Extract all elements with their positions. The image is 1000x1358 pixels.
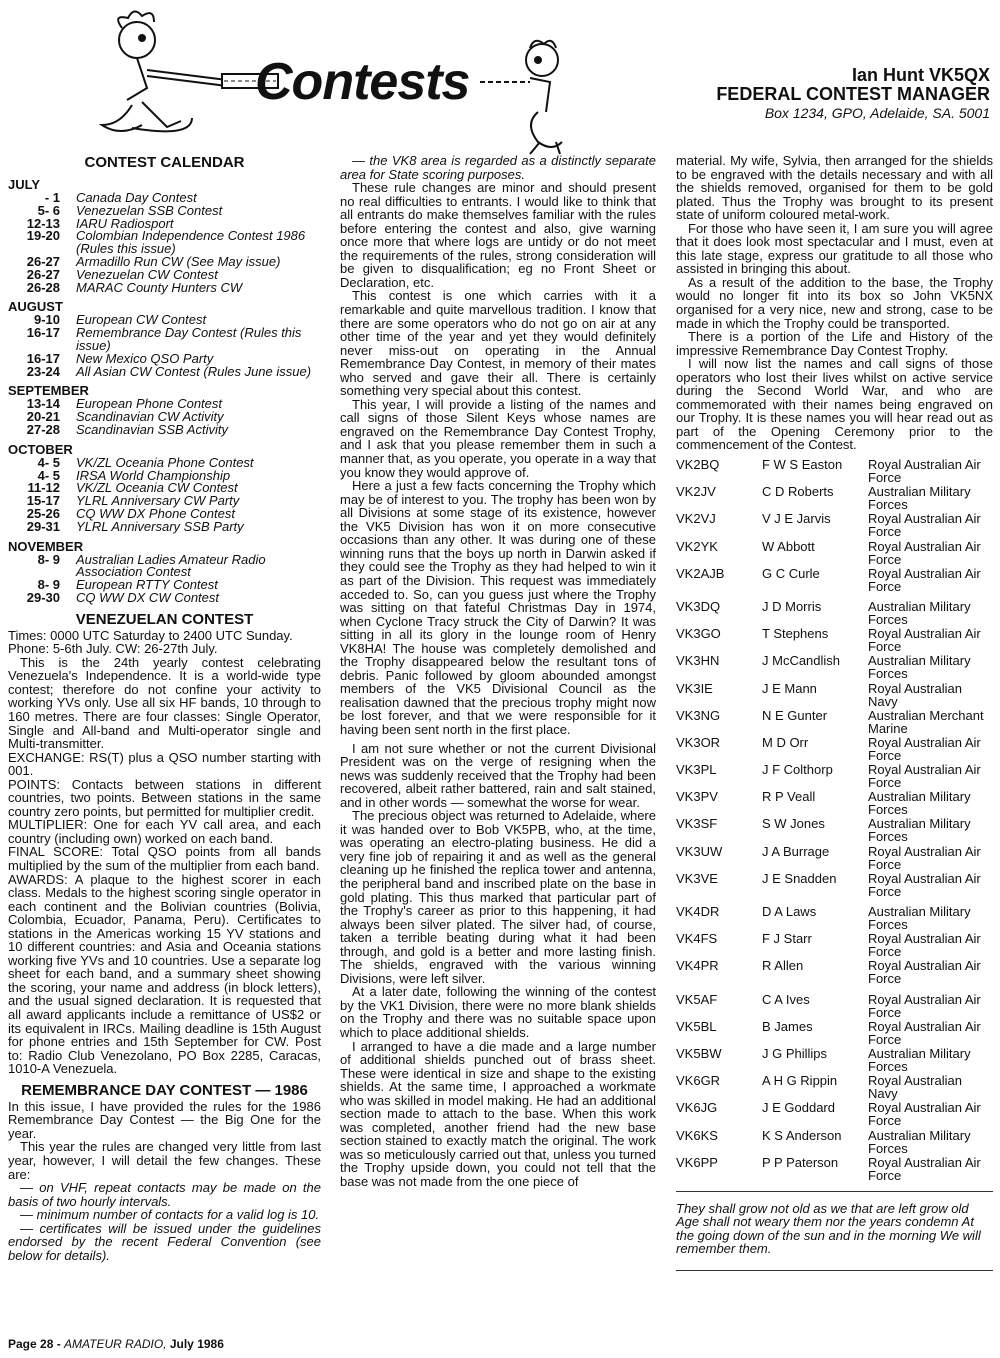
silent-key-name: N E Gunter	[762, 707, 828, 723]
calendar-date	[8, 551, 76, 580]
silent-key-row	[676, 654, 993, 681]
author-address: Box 1234, GPO, Adelaide, SA. 5001	[764, 105, 990, 121]
silent-key-name: F W S Easton	[762, 457, 843, 473]
silent-key-row	[676, 1074, 993, 1101]
silent-key-row	[676, 1129, 993, 1156]
silent-key-row	[676, 736, 993, 763]
silent-key-name: J D Morris	[762, 598, 822, 614]
calendar-date	[8, 363, 76, 379]
page-footer	[8, 1337, 224, 1351]
remembrance-poem: They shall grow not old as we that are left grow old Age shall not weary them nor the years condemn At the going down of the sun and in the morning We will remember them.	[676, 1200, 981, 1257]
silent-key-name: F J Starr	[762, 931, 812, 947]
silent-key-service: Australian Military Forces	[868, 904, 971, 933]
silent-key-callsign: VK2AJB	[676, 565, 725, 581]
calendar-contest-name: MARAC County Hunters CW	[76, 279, 243, 295]
calendar-contest-name: IARU Radiosport	[76, 215, 174, 231]
change-item: — on VHF, repeat contacts may be made on the basis of two hourly intervals.	[8, 1180, 321, 1209]
silent-key-name: M D Orr	[762, 734, 809, 750]
venezuelan-paragraph: Phone: 5-6th July. CW: 26-27th July.	[8, 641, 218, 657]
silent-key-row	[676, 512, 993, 539]
column-1	[8, 154, 321, 1262]
silent-key-service: Royal Australian Navy	[868, 1073, 962, 1102]
silent-key-callsign: VK3PL	[676, 762, 717, 778]
calendar-date-text: - 1	[44, 190, 60, 205]
calendar-contest-name: Australian Ladies Amateur Radio Association Contest	[76, 551, 266, 580]
calendar-date-text: 29-30	[26, 589, 60, 605]
change-item: — the VK8 area is regarded as a distinctly separate area for State scoring purposes.	[340, 153, 656, 182]
silent-key-row	[676, 993, 993, 1020]
footer-date: July 1986	[169, 1337, 224, 1351]
body-paragraph: This year, I will provide a listing of the names and call signs of those Silent Keys whose names are engraved on the Remembrance Day Contest Trophy, and I ask that you please remember them in such a manner that, as you operate, you operate in a way that you know they would approve of.	[340, 396, 656, 480]
footer-page: Page 28 -	[8, 1337, 61, 1351]
body-paragraph: As a result of the addition to the base, the Trophy would no longer fit into its box so John VK5NX organised for a very nice, new and strong, case to be made in which the Trophy could be transported.	[676, 274, 993, 331]
silent-key-service: Royal Australian Navy	[868, 680, 962, 709]
silent-key-service: Royal Australian Air Force	[868, 958, 981, 987]
calendar-contest-name: YLRL Anniversary CW Party	[76, 493, 240, 509]
tug-of-war-cartoon-left	[92, 10, 282, 145]
silent-key-service: Australian Military Forces	[868, 789, 971, 818]
silent-key-service: Royal Australian Air Force	[868, 457, 981, 486]
remembrance-intro: In this issue, I have provided the rules for the 1986 Remembrance Day Contest — the Big One for the year.	[8, 1098, 321, 1141]
calendar-entry	[8, 327, 321, 353]
calendar-contest-name: New Mexico QSO Party	[76, 350, 214, 366]
silent-key-callsign: VK6GR	[676, 1073, 721, 1089]
calendar-date-text: 26-27	[26, 253, 60, 269]
venezuelan-paragraph: Times: 0000 UTC Saturday to 2400 UTC Sunday.	[8, 627, 293, 643]
venezuelan-paragraph: POINTS: Contacts between stations in different countries, two points. Between stations in the same country zero points, but permitted for multiplier credit.	[8, 776, 321, 819]
silent-key-callsign: VK4PR	[676, 958, 719, 974]
silent-key-name: S W Jones	[762, 816, 825, 832]
venezuelan-paragraph: This is the 24th yearly contest celebrating Venezuela's Independence. It is a world-wide type contest; therefore do not confine your activity to working YVs only. Use all six HF bands, 10 through to 160 metres. There are four classes: Single Operator, Single and All-band and Multi-operator single and Multi-transmitter.	[8, 654, 321, 752]
calendar-title: CONTEST CALENDAR	[84, 154, 245, 171]
silent-key-callsign: VK3VE	[676, 870, 718, 886]
calendar-date-text: 23-24	[26, 363, 60, 379]
silent-key-name: R P Veall	[762, 789, 816, 805]
author-block	[716, 66, 990, 123]
silent-key-callsign: VK5AF	[676, 991, 718, 1007]
silent-key-row	[676, 600, 993, 627]
calendar-entry	[8, 421, 321, 437]
calendar-contest-name: Venezuelan SSB Contest	[76, 202, 223, 218]
page-title: Contests	[255, 53, 470, 111]
calendar-contest-name: European CW Contest	[76, 312, 207, 328]
calendar-contest-name: IRSA World Championship	[76, 467, 231, 483]
silent-key-row	[676, 485, 993, 512]
calendar-contest-name: VK/ZL Oceania CW Contest	[76, 480, 238, 496]
silent-key-callsign: VK2JV	[676, 484, 716, 500]
silent-key-name: B James	[762, 1018, 813, 1034]
calendar-date-text: 29-31	[26, 518, 60, 534]
silent-key-service: Royal Australian Air Force	[868, 511, 981, 540]
calendar-date-text: 13-14	[26, 396, 60, 412]
silent-key-service: Royal Australian Air Force	[868, 762, 981, 791]
silent-key-callsign: VK5BL	[676, 1018, 717, 1034]
silent-key-row	[676, 905, 993, 932]
silent-key-row	[676, 682, 993, 709]
silent-key-callsign: VK3UW	[676, 843, 723, 859]
silent-key-row	[676, 959, 993, 986]
silent-key-callsign: VK6PP	[676, 1154, 718, 1170]
calendar-entry	[8, 230, 321, 256]
body-paragraph: Here a just a few facts concerning the Trophy which may be of interest to you. The trophy has been won by all Divisions at some stage of its existence, however the VK5 Division has won it on more consecutive occasions than any other. It was during one of these winning runs that the boys up north in Darwin asked if they could see the Trophy as they had helped to win it as part of the Division. This request was immediately acceded to. So, can you guess just where the Trophy was sitting on that fateful Christmas Day in 1974, when Cyclone Tracy struck the City of Darwin? It was sitting in all its glory in the lounge room of Henry VK8HA! The house was completely demolished and the Trophy disappeared below the resultant tons of debris. Panic followed by gloom abounded amongst members of the VK5 Divisional Council as the realisation dawned that the precious trophy might now be lost forever, and that we were responsible for it having been sent north in the first place.	[340, 478, 656, 737]
venezuelan-paragraph: FINAL SCORE: Total QSO points from all bands multiplied by the sum of the multiplier from each band.	[8, 844, 321, 874]
body-paragraph: The precious object was returned to Adelaide, where it was handed over to Bob VK5PB, who, at the time, was operating an electro-plating business. He did a very fine job of repairing it and as well as the general cleaning up he finished the replica tower and antenna, the peripheral band and inscribed plate on the base in gold plating. This thus marked that particular part of the Trophy's career as prior to this happening, it had always been silver plated. The silver had, of course, taken a terrible beating during what it had been through, and gold is a better and more lasting finish. The shields, engraved with the various winning Divisions, were left silver.	[340, 808, 656, 986]
silent-key-service: Royal Australian Air Force	[868, 931, 981, 960]
calendar-date	[8, 421, 76, 437]
silent-key-callsign: VK3DQ	[676, 598, 721, 614]
calendar-date	[8, 327, 76, 353]
calendar-contest-name: VK/ZL Oceania Phone Contest	[76, 454, 254, 470]
silent-key-name: G C Curle	[762, 565, 820, 581]
silent-key-row	[676, 790, 993, 817]
venezuelan-paragraph: AWARDS: A plaque to the highest scorer in each class. Medals to the highest scoring single operator in each continent and the Bolivian countries (Bolivia, Colombia, Ecuador, Panama, Peru). Certificates to stations in the Americas working 15 YV stations and 10 different countries: and Asia and Oceania stations working five YVs and 10 countries. Use a separate log sheet for each band, and a summary sheet showing the scoring, your name and address (in block letters), and the usual signed declaration. It is requested that all award applicants include a remittance of US$2 or its equivalent in IRCs. Mailing deadline is 15th August for phone entries and 15th September for CW. Post to: Radio Club Venezolano, PO Box 2285, Caracas, 1010-A Venezuela.	[8, 871, 321, 1077]
remembrance-title: REMEMBRANCE DAY CONTEST — 1986	[21, 1081, 308, 1099]
trophy-history-continued	[676, 154, 993, 452]
calendar-date-text: 4- 5	[37, 467, 60, 483]
contest-calendar	[8, 178, 321, 605]
silent-key-row	[676, 1156, 993, 1183]
silent-key-name: J F Colthorp	[762, 762, 833, 778]
body-paragraph: I arranged to have a die made and a large number of additional shields punched out of brass sheet. These were identical in size and shape to the existing shields. At the same time, I approached a workmate who was skilled in model making. He had an additional section made to attach to the base. When this work was completed, another friend had the new base section stained to exactly match the original. The work was so meticulously carried out that, unless you turned the Trophy upside down, you could not tell that the base was not made from the one piece of	[340, 1038, 656, 1190]
calendar-contest-name: European Phone Contest	[76, 396, 222, 412]
silent-key-service: Royal Australian Air Force	[868, 1154, 981, 1183]
silent-key-callsign: VK2BQ	[676, 457, 720, 473]
body-paragraph: At a later date, following the winning of the contest by the VK1 Division, there were no more blank shields on the Trophy and there was no suitable space upon which to place additional shields.	[340, 984, 656, 1040]
calendar-date	[8, 589, 76, 605]
calendar-date	[8, 230, 76, 256]
silent-key-name: A H G Rippin	[762, 1073, 838, 1089]
calendar-contest-name: Venezuelan CW Contest	[76, 266, 218, 282]
silent-key-service: Australian Military Forces	[868, 598, 971, 627]
calendar-date-text: 8- 9	[37, 577, 60, 593]
calendar-date-text: 9-10	[33, 312, 60, 328]
calendar-contest-name: Scandinavian SSB Activity	[76, 421, 228, 437]
calendar-contest-name: Colombian Independence Contest 1986 (Rules this issue)	[76, 228, 306, 257]
calendar-contest-name: CQ WW DX Phone Contest	[76, 505, 235, 521]
silent-key-service: Royal Australian Air Force	[868, 626, 981, 655]
silent-key-callsign: VK3NG	[676, 707, 721, 723]
silent-key-name: C D Roberts	[762, 484, 834, 500]
silent-key-service: Royal Australian Air Force	[868, 1100, 981, 1129]
silent-key-row	[676, 845, 993, 872]
calendar-month: OCTOBER	[8, 441, 73, 457]
silent-key-name: C A Ives	[762, 991, 810, 1007]
silent-key-name: R Allen	[762, 958, 804, 974]
silent-key-name: V J E Jarvis	[762, 511, 831, 527]
calendar-month: JULY	[8, 177, 41, 192]
silent-key-callsign: VK2YK	[676, 538, 718, 554]
silent-key-service: Royal Australian Air Force	[868, 734, 981, 763]
body-paragraph: For those who have seen it, I am sure you will agree that it does look most spectacular and I must, even at this late stage, express our gratitude to all those who assisted in bringing this about.	[676, 220, 993, 277]
body-paragraph: This contest is one which carries with it a remarkable and quite marvellous tradition. I know that there are some operators who do not go on air at any other time of the year and yet they would definitely never miss-out on operating in the Annual Remembrance Day Contest, in memory of their mates who served and gave their all. There is certainly something very special about this contest.	[340, 288, 656, 399]
venezuelan-rules	[8, 629, 321, 1076]
calendar-date	[8, 518, 76, 534]
silent-key-row	[676, 567, 993, 594]
calendar-date-text: 4- 5	[37, 454, 60, 470]
silent-key-callsign: VK3PV	[676, 789, 718, 805]
silent-key-service: Australian Military Forces	[868, 653, 971, 682]
calendar-month: NOVEMBER	[8, 538, 84, 554]
silent-key-service: Royal Australian Air Force	[868, 991, 981, 1020]
silent-key-row	[676, 627, 993, 654]
silent-key-name: D A Laws	[762, 904, 817, 920]
silent-key-name: J McCandlish	[762, 653, 841, 669]
author-name: Ian Hunt VK5QX	[851, 65, 990, 85]
silent-key-service: Royal Australian Air Force	[868, 538, 981, 567]
silent-key-name: K S Anderson	[762, 1127, 842, 1143]
silent-key-service: Royal Australian Air Force	[868, 870, 981, 899]
silent-key-service: Royal Australian Air Force	[868, 1018, 981, 1047]
silent-keys-list	[676, 458, 993, 1183]
remembrance-changes-intro: This year the rules are changed very little from last year, however, I will detail the few changes. These are:	[8, 1139, 321, 1182]
silent-key-row	[676, 1020, 993, 1047]
calendar-contest-name: Canada Day Contest	[76, 190, 197, 205]
silent-key-callsign: VK2VJ	[676, 511, 716, 527]
calendar-date	[8, 279, 76, 295]
author-role: FEDERAL CONTEST MANAGER	[716, 84, 990, 104]
calendar-entry	[8, 551, 321, 580]
calendar-month: AUGUST	[8, 299, 63, 315]
silent-key-service: Royal Australian Air Force	[868, 843, 981, 872]
change-item: — certificates will be issued under the guidelines endorsed by the recent Federal Convention (see below for details).	[8, 1220, 321, 1263]
body-paragraph: material. My wife, Sylvia, then arranged for the shields to be engraved with the details necessary and with all the shields removed, organised for them to be gold plated. Thus the Trophy was brought to its present state of uniform coloured metal-work.	[676, 153, 993, 223]
silent-key-service: Royal Australian Air Force	[868, 565, 981, 594]
silent-key-name: J E Goddard	[762, 1100, 835, 1116]
column-3	[676, 154, 993, 1271]
silent-key-row	[676, 817, 993, 844]
tug-of-war-cartoon-right	[480, 38, 590, 158]
calendar-date-text: 5- 6	[37, 202, 60, 218]
calendar-contest-name: Armadillo Run CW (See May issue)	[76, 253, 281, 269]
calendar-date-text: 16-17	[26, 325, 60, 341]
silent-key-service: Australian Merchant Marine	[868, 707, 984, 736]
calendar-contest-name: European RTTY Contest	[76, 577, 218, 593]
calendar-contest-name: YLRL Anniversary SSB Party	[76, 518, 244, 534]
silent-key-row	[676, 540, 993, 567]
silent-key-row	[676, 872, 993, 899]
change-item: — minimum number of contacts for a valid log is 10.	[20, 1207, 320, 1223]
calendar-date-text: 26-28	[26, 279, 60, 295]
body-paragraph: These rule changes are minor and should present no real difficulties to entrants. I would like to think that all entrants do make themselves familiar with the rules before entering the contest and also, give warning once more that where logs are untidy or do not meet the requirements of the rules, strong consideration will be given to disqualification; eg no Front Sheet or Declaration, etc.	[340, 180, 656, 290]
calendar-date-text: 12-13	[26, 215, 60, 231]
calendar-date-text: 25-26	[26, 505, 60, 521]
silent-key-service: Australian Military Forces	[868, 816, 971, 845]
calendar-date-text: 11-12	[27, 480, 60, 496]
calendar-contest-name: All Asian CW Contest (Rules June issue)	[76, 363, 312, 379]
trophy-history	[340, 181, 656, 1188]
calendar-date-text: 19-20	[26, 228, 60, 244]
venezuelan-title: VENEZUELAN CONTEST	[75, 610, 254, 628]
footer-magazine: AMATEUR RADIO,	[64, 1337, 167, 1351]
silent-key-name: J G Phillips	[762, 1045, 828, 1061]
silent-key-callsign: VK4FS	[676, 931, 718, 947]
silent-key-row	[676, 1047, 993, 1074]
silent-key-name: J E Mann	[762, 680, 817, 696]
calendar-contest-name: Scandinavian CW Activity	[76, 409, 224, 425]
venezuelan-paragraph: MULTIPLIER: One for each YV call area, and each country (including own) worked on each band.	[8, 817, 321, 846]
silent-key-service: Australian Military Forces	[868, 484, 971, 513]
silent-key-name: W Abbott	[762, 538, 815, 554]
calendar-entry	[8, 279, 321, 295]
column-2	[340, 154, 656, 1189]
venezuelan-paragraph: EXCHANGE: RS(T) plus a QSO number starting with 001.	[8, 749, 321, 779]
silent-key-service: Australian Military Forces	[868, 1127, 971, 1156]
silent-key-row	[676, 763, 993, 790]
calendar-contest-name: CQ WW DX CW Contest	[76, 589, 220, 605]
calendar-date-text: 26-27	[26, 266, 60, 282]
silent-key-callsign: VK3SF	[676, 816, 718, 832]
calendar-date-text: 15-17	[26, 493, 60, 509]
silent-key-callsign: VK3HN	[676, 653, 720, 669]
calendar-date-text: 27-28	[26, 421, 60, 437]
silent-key-row	[676, 1101, 993, 1128]
body-paragraph: There is a portion of the Life and History of the impressive Remembrance Day Contest Trophy.	[676, 329, 993, 358]
body-paragraph: I am not sure whether or not the current Divisional President was on the verge of resigning when the news was suddenly received that the Trophy had been recovered, albeit rather battered, rain and salt stained, and in other words — somewhat the worse for wear.	[340, 740, 656, 810]
calendar-month: SEPTEMBER	[8, 383, 89, 399]
silent-key-callsign: VK3IE	[676, 680, 713, 696]
calendar-date-text: 20-21	[26, 409, 60, 425]
calendar-entry	[8, 518, 321, 534]
calendar-date-text: 8- 9	[37, 551, 60, 567]
calendar-entry	[8, 589, 321, 605]
silent-key-name: T Stephens	[762, 626, 829, 642]
body-paragraph: I will now list the names and call signs of those operators who lost their lives whilst on active service during the Second World War, and who are commemorated with their names being engraved on our Trophy. It is these names you will hear read out as part of the Opening Ceremony prior to the commencement of the Contest.	[676, 356, 993, 453]
calendar-date-text: 16-17	[26, 350, 60, 366]
calendar-contest-name: Remembrance Day Contest (Rules this issue)	[76, 325, 302, 353]
silent-key-callsign: VK3GO	[676, 626, 721, 642]
silent-key-row	[676, 932, 993, 959]
silent-key-row	[676, 458, 993, 485]
silent-key-name: J A Burrage	[762, 843, 830, 859]
silent-key-service: Australian Military Forces	[868, 1045, 971, 1074]
calendar-entry	[8, 363, 321, 379]
silent-key-callsign: VK6JG	[676, 1100, 718, 1116]
silent-key-row	[676, 709, 993, 736]
silent-key-callsign: VK3OR	[676, 734, 721, 750]
silent-key-callsign: VK6KS	[676, 1127, 718, 1143]
silent-key-callsign: VK5BW	[676, 1045, 722, 1061]
silent-key-name: J E Snadden	[762, 870, 837, 886]
silent-key-callsign: VK4DR	[676, 904, 720, 920]
silent-key-name: P P Paterson	[762, 1154, 839, 1170]
